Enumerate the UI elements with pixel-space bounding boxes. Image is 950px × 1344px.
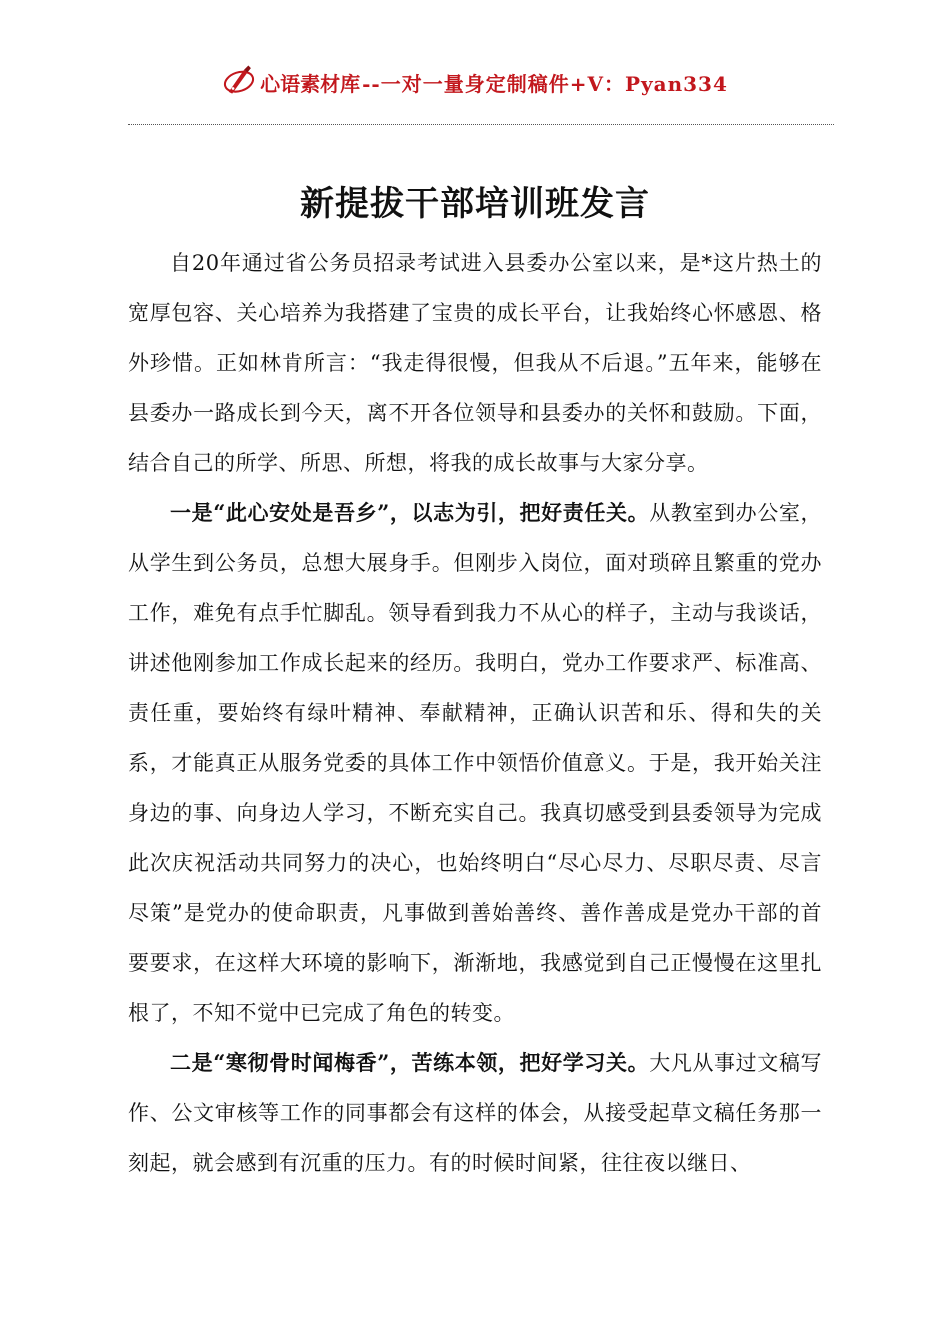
page-header xyxy=(0,62,950,102)
document-body xyxy=(128,238,822,1188)
paragraph-point-two xyxy=(128,1038,822,1188)
document-title: 新提拔干部培训班发言 xyxy=(300,184,650,224)
header-slogan: --一对一量身定制稿件+V：Pyan334 xyxy=(362,71,728,96)
paragraph-lead: 二是“寒彻骨时闻梅香”，苦练本领，把好学习关。 xyxy=(170,1050,650,1075)
paragraph-lead: 一是“此心安处是吾乡”，以志为引，把好责任关。 xyxy=(170,500,650,525)
paragraph-point-one xyxy=(128,488,822,1038)
header-divider xyxy=(128,124,834,125)
paragraph-intro xyxy=(128,238,822,488)
fountain-pen-logo-icon xyxy=(222,63,256,97)
header-brand: 心语素材库 xyxy=(260,71,361,96)
paragraph-text: 大凡从事过文稿写作、公文审核等工作的同事都会有这样的体会，从接受起草文稿任务那一刻起，就会感到有沉重的压力。有的时候时间紧，往往夜以继日、 xyxy=(128,1051,822,1175)
paragraph-text: 自20年通过省公务员招录考试进入县委办公室以来，是*这片热土的宽厚包容、关心培养为我搭建了宝贵的成长平台，让我始终心怀感恩、格外珍惜。正如林肯所言：“我走得很慢，但我从不后退。”五年来，能够在县委办一路成长到今天，离不开各位领导和县委办的关怀和鼓励。下面，结合自己的所学、所思、所想，将我的成长故事与大家分享。 xyxy=(128,251,822,475)
paragraph-text: 从教室到办公室，从学生到公务员，总想大展身手。但刚步入岗位，面对琐碎且繁重的党办工作，难免有点手忙脚乱。领导看到我力不从心的样子，主动与我谈话，讲述他刚参加工作成长起来的经历。我明白，党办工作要求严、标准高、责任重，要始终有绿叶精神、奉献精神，正确认识苦和乐、得和失的关系，才能真正从服务党委的具体工作中领悟价值意义。于是，我开始关注身边的事、向身边人学习，不断充实自己。我真切感受到县委领导为完成此次庆祝活动共同努力的决心，也始终明白“尽心尽力、尽职尽责、尽言尽策”是党办的使命职责，凡事做到善始善终、善作善成是党办干部的首要要求，在这样大环境的影响下，渐渐地，我感觉到自己正慢慢在这里扎根了，不知不觉中已完成了角色的转变。 xyxy=(128,501,822,1025)
